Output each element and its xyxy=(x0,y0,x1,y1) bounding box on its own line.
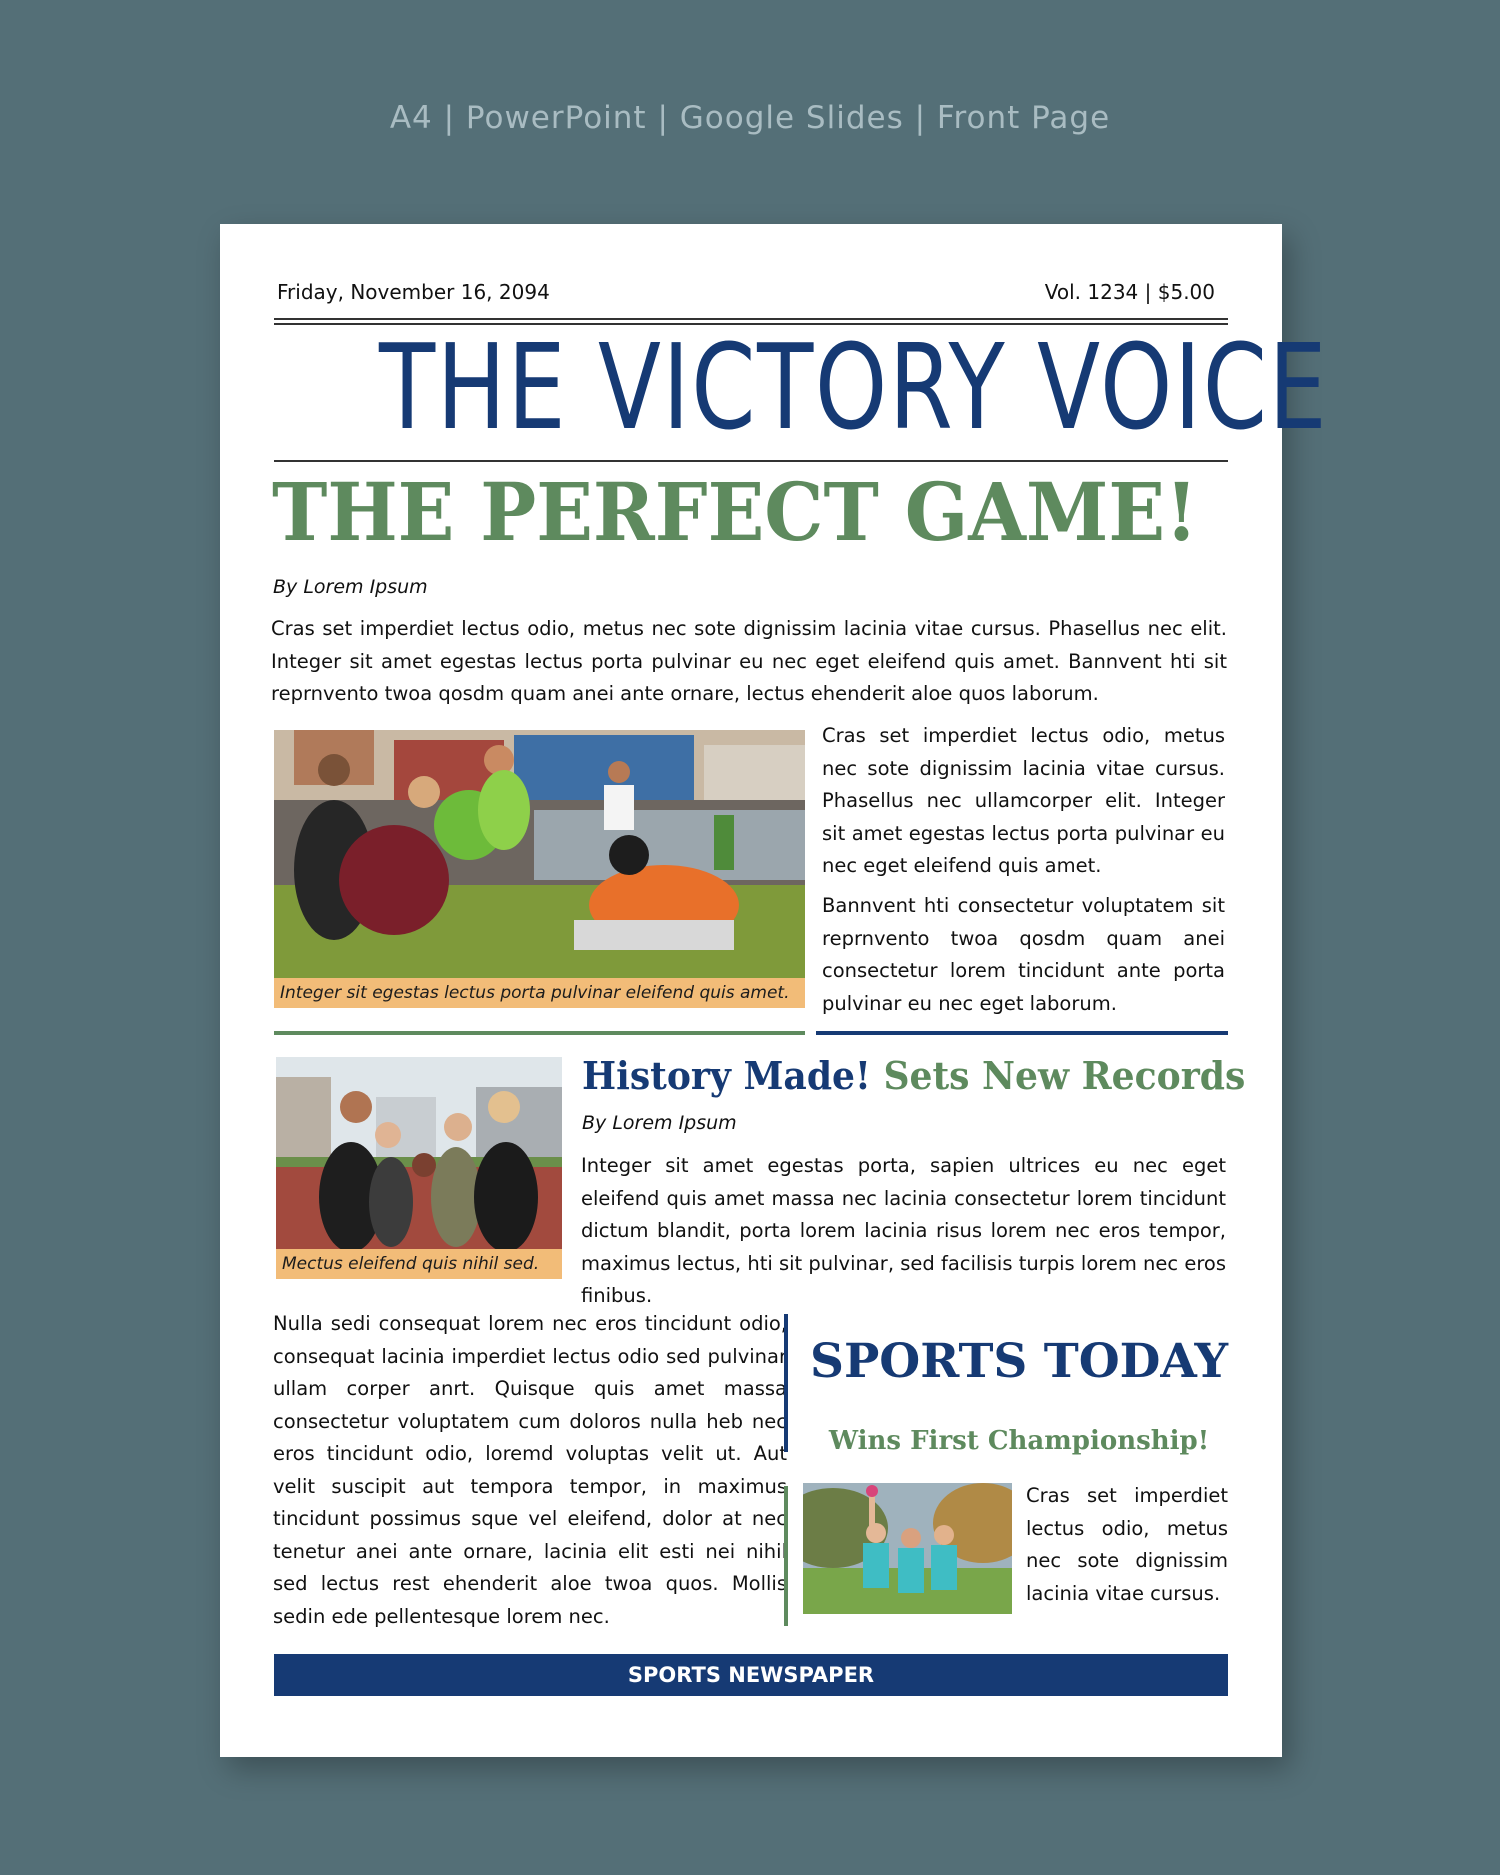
newspaper-masthead: THE VICTORY VOICE xyxy=(378,318,1329,456)
sports-today-body: Cras set imperdiet lectus odio, metus nec sote dignissim lacinia vitae cursus. xyxy=(1026,1484,1228,1605)
column-divider-green xyxy=(784,1486,788,1626)
second-story-photo-caption: Mectus eleifend quis nihil sed. xyxy=(276,1249,562,1279)
sports-today-photo-champions xyxy=(803,1483,1012,1614)
lead-side-para-1: Cras set imperdiet lectus odio, metus nec sote dignissim lacinia vitae cursus. Phasellus nec ullamcorper elit. Integer sit amet egestas lectus porta pulvinar eu nec eget eleifend quis amet. xyxy=(822,724,1225,877)
footer-bar: SPORTS NEWSPAPER xyxy=(274,1654,1228,1696)
newspaper-page xyxy=(220,224,1329,1757)
second-story-photo-team-huddle xyxy=(276,1057,562,1249)
column-divider-navy xyxy=(784,1314,788,1452)
lead-side-underline-navy xyxy=(816,1031,1228,1035)
lead-photo-caption: Integer sit egestas lectus porta pulvinar eleifend quis amet. xyxy=(274,978,805,1008)
masthead-rule-bottom xyxy=(274,460,1228,462)
lead-byline: By Lorem Ipsum xyxy=(273,576,428,598)
template-banner: A4 | PowerPoint | Google Slides | Front Page xyxy=(389,100,1111,136)
lead-intro-text: Cras set imperdiet lectus odio, metus nec sote dignissim lacinia vitae cursus. Phasellus nec elit. Integer sit amet egestas lectus porta pulvinar eu nec eget eleifend quis amet. Bannvent hti sit reprnvento twoa qosdm quam anei ante ornare, lectus ehenderit aloe quos laborum. xyxy=(271,617,1227,705)
second-story-byline: By Lorem Ipsum xyxy=(582,1112,737,1134)
second-story-body: Integer sit amet egestas porta, sapien ultrices eu nec eget eleifend quis amet massa nec lacinia consectetur lorem tincidunt dictum blandit, porta lorem lacinia risus lorem nec eros tempor, maximus lectus, hti sit pulvinar, sed facilisis turpis lorem nec eros finibus. xyxy=(581,1154,1226,1307)
second-story-headline xyxy=(582,1053,1245,1098)
second-story-headline-part2: Sets New Records xyxy=(883,1053,1246,1098)
sports-today-subtitle: Wins First Championship! xyxy=(828,1426,1210,1456)
lead-photo-field-hockey xyxy=(274,730,805,978)
lead-side-para-2: Bannvent hti consectetur voluptatem sit reprnvento twoa qosdm quam anei consectetur lorem tincidunt ante porta pulvinar eu nec eget laborum. xyxy=(822,894,1225,1015)
lead-headline: THE PERFECT GAME! xyxy=(272,465,1198,559)
sports-today-title: SPORTS TODAY xyxy=(810,1334,1229,1389)
lead-photo-underline-green xyxy=(274,1031,805,1035)
second-story-headline-part1: History Made! xyxy=(582,1053,871,1098)
bottom-left-body: Nulla sedi consequat lorem nec eros tincidunt odio, consequat lacinia imperdiet lectus odio sed pulvinar ullam corper anrt. Quisque quis amet massa consectetur voluptatem cum doloros nulla heb nec eros tincidunt odio, loremd voluptas velit ut. Aut velit suscipit aut tempora tempor, in maximus tincidunt possimus sque vel eleifend, dolor at nec tenetur anei ante ornare, lacinia elit esti nei nihil sed lectus rest ehenderit aloe twoa quos. Mollis sedin ede pellentesque lorem nec. xyxy=(273,1312,787,1628)
issue-volume-price: Vol. 1234 | $5.00 xyxy=(1044,280,1215,304)
issue-date: Friday, November 16, 2094 xyxy=(277,280,550,304)
